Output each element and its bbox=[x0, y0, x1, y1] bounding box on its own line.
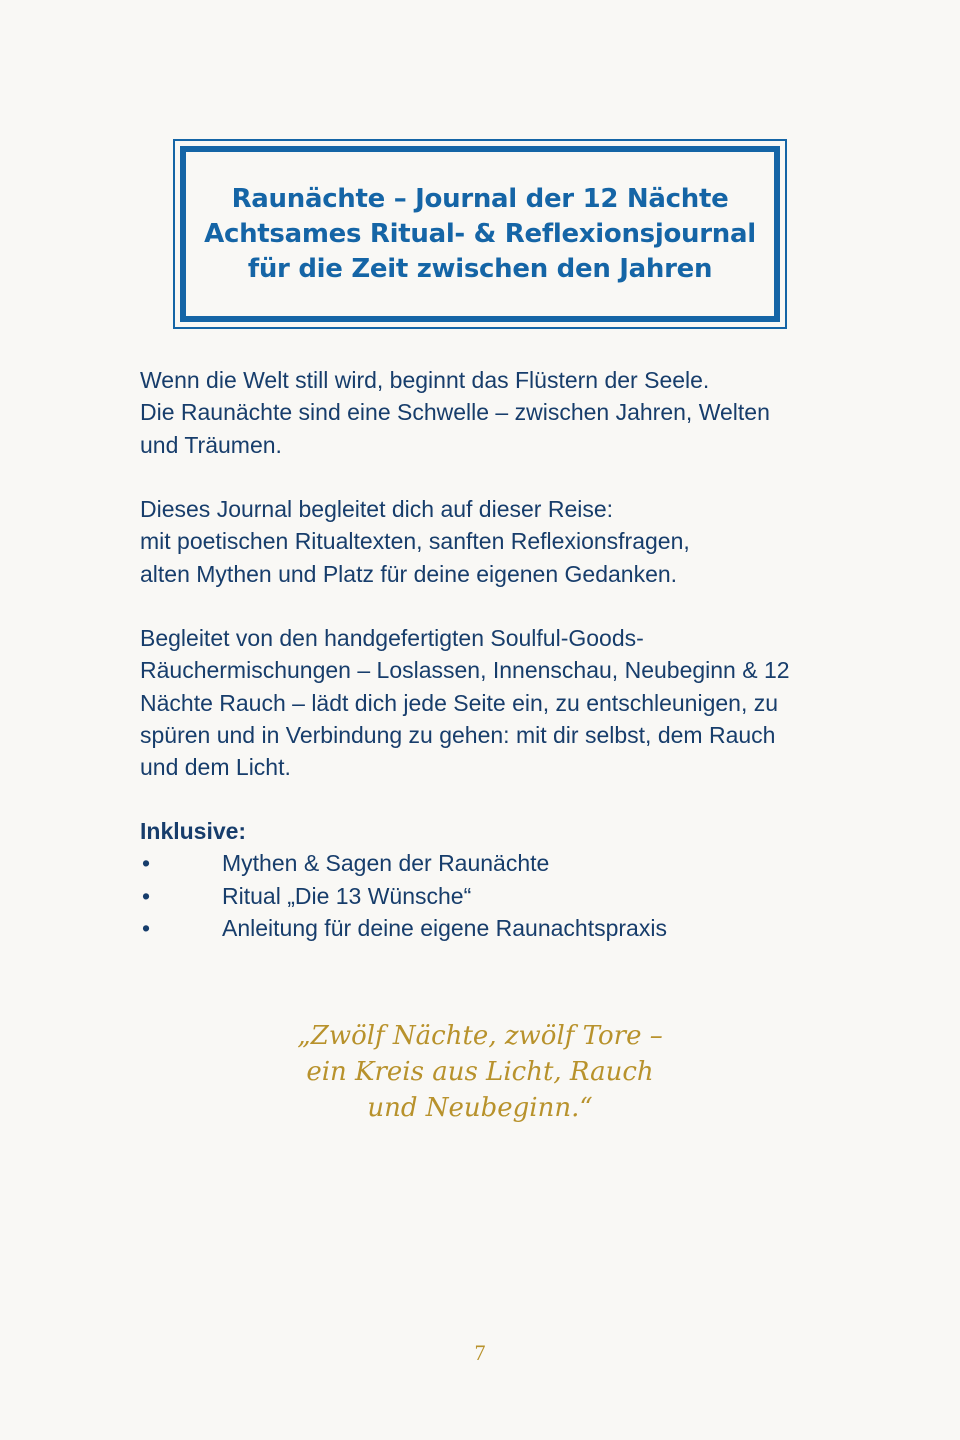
title-box bbox=[173, 139, 787, 329]
paragraph-line: mit poetischen Ritualtexten, sanften Reflexionsfragen, bbox=[140, 528, 690, 555]
quote-line: ein Kreis aus Licht, Rauch bbox=[306, 1057, 654, 1087]
list-item bbox=[140, 912, 667, 944]
bullet-icon: • bbox=[142, 850, 151, 877]
title-line-tagline: für die Zeit zwischen den Jahren bbox=[247, 253, 713, 284]
title-line-main: Raunächte – Journal der 12 Nächte bbox=[231, 183, 729, 214]
quote-line: „Zwölf Nächte, zwölf Tore – bbox=[297, 1021, 663, 1051]
inclusive-list bbox=[140, 815, 667, 944]
paragraph-line: spüren und in Verbindung zu gehen: mit dir selbst, dem Rauch bbox=[140, 721, 776, 748]
journal-description-paragraph bbox=[140, 493, 820, 590]
title-line-subtitle: Achtsames Ritual- & Reflexionsjournal bbox=[204, 218, 756, 249]
list-item-label: Anleitung für deine eigene Raunachtspraxis bbox=[222, 914, 667, 941]
paragraph-line: und Träumen. bbox=[140, 431, 282, 458]
paragraph-line: Die Raunächte sind eine Schwelle – zwischen Jahren, Welten bbox=[140, 399, 770, 426]
list-item bbox=[140, 847, 667, 879]
paragraph-line: Wenn die Welt still wird, beginnt das Flüstern der Seele. bbox=[140, 367, 710, 393]
list-item bbox=[140, 880, 667, 912]
closing-quote bbox=[180, 1018, 780, 1126]
bullet-icon: • bbox=[142, 882, 151, 909]
paragraph-line: alten Mythen und Platz für deine eigenen Gedanken. bbox=[140, 560, 678, 587]
intro-paragraph bbox=[140, 364, 820, 461]
paragraph-line: Begleitet von den handgefertigten Soulful-Goods- bbox=[140, 625, 644, 651]
list-item-label: Mythen & Sagen der Raunächte bbox=[222, 850, 550, 877]
list-item-label: Ritual „Die 13 Wünsche“ bbox=[222, 882, 472, 909]
inclusive-heading: Inklusive: bbox=[140, 818, 247, 844]
page-number: 7 bbox=[474, 1340, 486, 1365]
paragraph-line: Dieses Journal begleitet dich auf dieser Reise: bbox=[140, 496, 614, 522]
quote-line: und Neubeginn.“ bbox=[367, 1093, 593, 1123]
paragraph-line: und dem Licht. bbox=[140, 754, 291, 781]
title-box-inner-frame bbox=[180, 146, 780, 322]
bullet-icon: • bbox=[142, 914, 151, 941]
incense-paragraph bbox=[140, 622, 820, 783]
paragraph-line: Räuchermischungen – Loslassen, Innenschau, Neubeginn & 12 bbox=[140, 657, 790, 684]
paragraph-line: Nächte Rauch – lädt dich jede Seite ein, zu entschleunigen, zu bbox=[140, 689, 779, 716]
